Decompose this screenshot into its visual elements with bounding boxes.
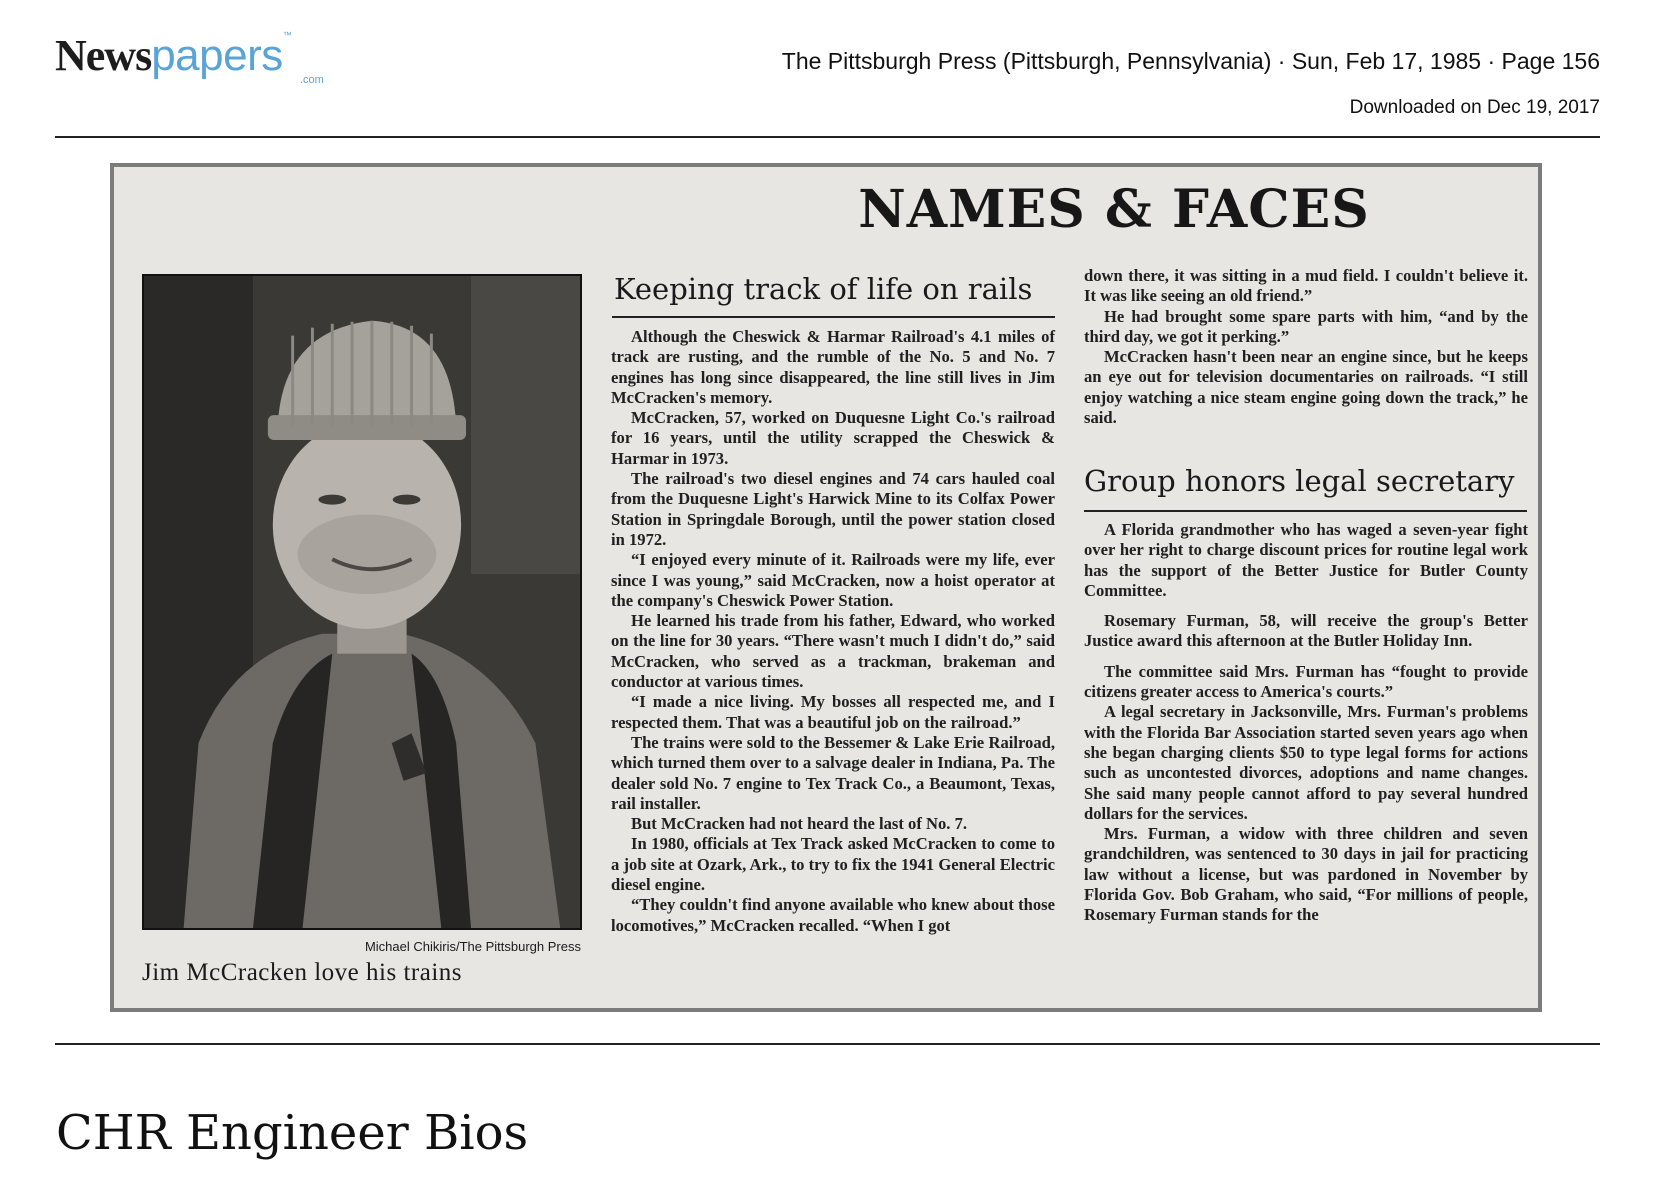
newspaper-clipping xyxy=(110,163,1542,1012)
newspapers-logo[interactable] xyxy=(55,30,324,88)
logo-wordmark-news: News xyxy=(55,31,152,80)
article-paragraph: “They couldn't find anyone available who knew about those locomotives,” McCracken recalled. “When I got xyxy=(611,895,1055,935)
article-paragraph: The trains were sold to the Bessemer & Lake Erie Railroad, which turned them over to a salvage dealer in Indiana, Pa. The dealer sold No. 7 engine to Tex Track Co., a Beaumont, Texas, rail installer. xyxy=(611,732,1055,813)
footer-divider xyxy=(55,1043,1600,1045)
article-paragraph: He had brought some spare parts with him, “and by the third day, we got it perking.” xyxy=(1084,306,1528,346)
article-paragraph: McCracken, 57, worked on Duquesne Light Co.'s railroad for 16 years, until the utility scrapped the Cheswick & Harmar in 1973. xyxy=(611,408,1055,468)
article-headline: Group honors legal secretary xyxy=(1084,464,1515,498)
article-paragraph: Although the Cheswick & Harmar Railroad's 4.1 miles of track are rusting, and the rumble of the No. 5 and No. 7 engines has long since disappeared, the line still lives in Jim McCracken's memory. xyxy=(611,327,1055,407)
article-paragraph: He learned his trade from his father, Edward, who worked on the line for 30 years. “There wasn't much I didn't do,” said McCracken, who served as a trackman, brakeman and conductor at various times. xyxy=(611,611,1055,692)
article-paragraph: A legal secretary in Jacksonville, Mrs. Furman's problems with the Florida Bar Association started seven years ago when she began charging clients $50 to type legal forms for actions such as uncontested divorces, adoptions and name changes. She said many people cannot afford to pay several hundred dollars for the services. xyxy=(1084,702,1528,823)
logo-trademark: ™ xyxy=(282,30,292,40)
article-paragraph: “I enjoyed every minute of it. Railroads were my life, ever since I was young,” said McCracken, now a hoist operator at the company's Cheswick Power Station. xyxy=(611,550,1055,610)
photo-credit: Michael Chikiris/The Pittsburgh Press xyxy=(364,939,581,954)
download-date: Downloaded on Dec 19, 2017 xyxy=(1349,97,1600,118)
clipping-title: CHR Engineer Bios xyxy=(56,1105,529,1161)
article-paragraph: The railroad's two diesel engines and 74 cars hauled coal from the Duquesne Light's Harwick Mine to its Colfax Power Station in Springdale Borough, until the power station closed in 1972. xyxy=(611,469,1055,549)
article-paragraph: down there, it was sitting in a mud field. I couldn't believe it. It was like seeing an old friend.” xyxy=(1084,266,1528,306)
article-paragraph: McCracken hasn't been near an engine since, but he keeps an eye out for television documentaries on railroads. “I still enjoy watching a nice steam engine going down the track,” he said. xyxy=(1084,347,1528,428)
article-continuation-column xyxy=(1084,266,1528,428)
portrait-illustration xyxy=(144,276,580,928)
photo-caption: Jim McCracken love his trains xyxy=(142,959,462,986)
logo-domain: .com xyxy=(300,74,324,86)
article-paragraph: “I made a nice living. My bosses all respected me, and I respected them. That was a beautiful job on the railroad.” xyxy=(611,692,1055,732)
portrait-photo xyxy=(142,274,582,930)
article-paragraph: In 1980, officials at Tex Track asked McCracken to come to a job site at Ozark, Ark., to try to fix the 1941 General Electric diesel engine. xyxy=(611,834,1055,895)
publication-info: The Pittsburgh Press (Pittsburgh, Pennsylvania) · Sun, Feb 17, 1985 · Page 156 xyxy=(781,48,1600,74)
headline-underline xyxy=(612,316,1055,318)
header-divider xyxy=(55,136,1600,138)
article-headline: Keeping track of life on rails xyxy=(614,272,1033,306)
article-column xyxy=(611,327,1055,936)
section-title: NAMES & FACES xyxy=(858,179,1370,240)
article-paragraph: The committee said Mrs. Furman has “fought to provide citizens greater access to America's courts.” xyxy=(1084,661,1528,702)
article-paragraph: But McCracken had not heard the last of No. 7. xyxy=(631,814,968,834)
article-paragraph: A Florida grandmother who has waged a seven-year fight over her right to charge discount prices for routine legal work has the support of the Better Justice for Butler County Committee. xyxy=(1084,520,1528,600)
logo-wordmark-papers: papers xyxy=(151,31,283,80)
article-paragraph: Mrs. Furman, a widow with three children and seven grandchildren, was sentenced to 30 days in jail for practicing law without a license, but was pardoned in November by Florida Gov. Bob Graham, who said, “For millions of people, Rosemary Furman stands for the xyxy=(1084,824,1528,925)
article-paragraph: Rosemary Furman, 58, will receive the group's Better Justice award this afternoon at the Butler Holiday Inn. xyxy=(1084,611,1528,651)
article-column xyxy=(1084,510,1528,926)
